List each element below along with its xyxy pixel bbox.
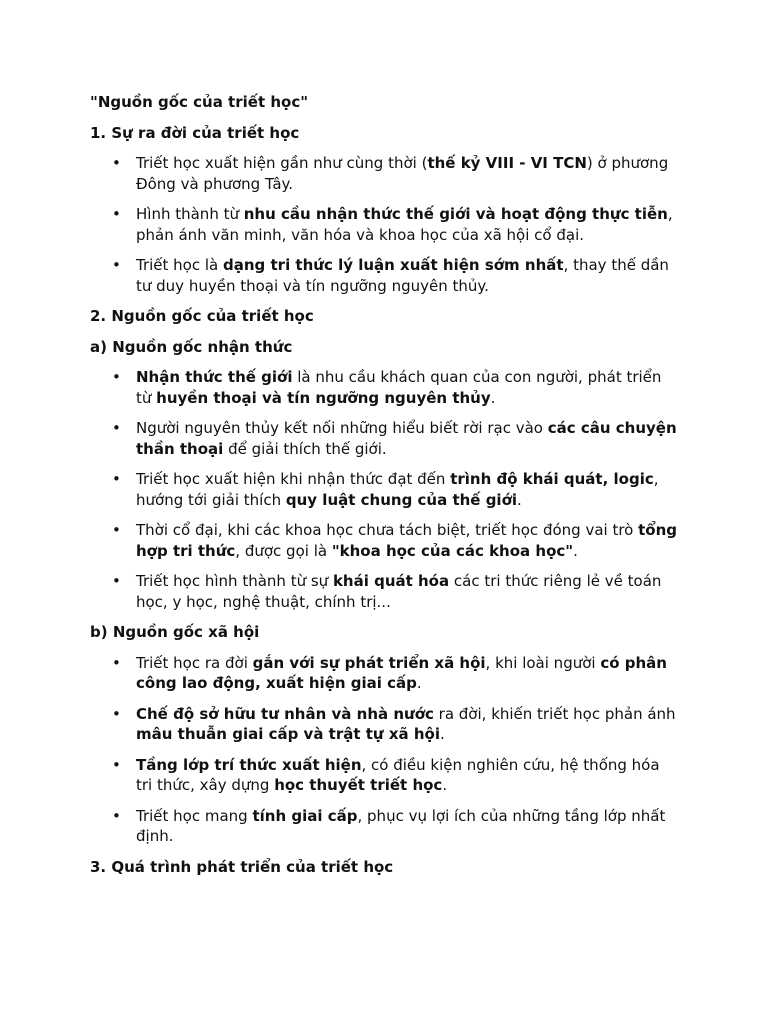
text-run: là nhu cầu khách quan của con người, phát triển từ <box>136 368 662 407</box>
text-run: để giải thích thế giới. <box>223 439 387 458</box>
bullet-icon: • <box>112 521 121 539</box>
bullet-icon: • <box>112 572 121 590</box>
bold-text: có phân công lao động, xuất hiện giai cấp <box>136 653 667 692</box>
text-run: , phục vụ lợi ích của những tầng lớp nhất định. <box>136 806 666 845</box>
subsection-heading-a: a) Nguồn gốc nhận thức <box>90 337 293 356</box>
text-run: Triết học xuất hiện gần như cùng thời ( <box>136 154 428 172</box>
bold-text: "khoa học của các khoa học" <box>331 541 574 560</box>
text-run: ) ở phương Đông và phương Tây. <box>136 154 669 193</box>
section-heading-2: 2. Nguồn gốc của triết học <box>90 307 314 325</box>
list-item <box>90 255 678 296</box>
text-run: Triết học là <box>136 256 223 274</box>
text-run: . <box>416 674 422 692</box>
bold-text: huyền thoại và tín ngưỡng nguyên thủy <box>156 388 491 407</box>
text-run: . <box>517 490 522 509</box>
text-run: , khi loài người <box>485 653 601 672</box>
bold-text: Tầng lớp trí thức xuất hiện <box>136 755 362 774</box>
bold-text: nhu cầu nhận thức thế giới và hoạt động thực tiễn <box>243 205 668 223</box>
section-heading-3: 3. Quá trình phát triển của triết học <box>90 857 394 876</box>
bullet-icon: • <box>112 704 121 723</box>
bold-text: quy luật chung của thế giới <box>285 490 518 509</box>
bold-text: khái quát hóa <box>332 572 450 590</box>
bold-text: tổng hợp tri thức <box>136 521 678 560</box>
bold-text: tính giai cấp <box>252 806 358 825</box>
list-item <box>90 571 678 612</box>
text-run: , hướng tới giải thích <box>136 470 659 509</box>
list-item <box>90 653 678 694</box>
text-run: Thời cổ đại, khi các khoa học chưa tách biệt, triết học đóng vai trò <box>136 521 639 539</box>
bold-text: Nhận thức thế giới <box>136 368 293 386</box>
list-item <box>90 204 678 245</box>
bold-text: Chế độ sở hữu tư nhân và nhà nước <box>136 704 434 723</box>
bullet-icon: • <box>112 653 121 672</box>
bold-text: trình độ khái quát, logic <box>450 470 654 488</box>
bullet-icon: • <box>112 256 121 274</box>
bullet-icon: • <box>112 470 121 488</box>
bold-text: các câu chuyện thần thoại <box>136 419 677 458</box>
bullet-icon: • <box>112 806 121 825</box>
bullet-icon: • <box>112 154 121 172</box>
text-run: , thay thế dần tư duy huyền thoại và tín ngưỡng nguyên thủy. <box>136 256 669 295</box>
list-item <box>90 520 678 561</box>
bold-text: học thuyết triết học <box>274 776 443 794</box>
text-run: . <box>439 725 445 743</box>
bullet-icon: • <box>112 368 121 386</box>
bullet-icon: • <box>112 755 121 774</box>
document-title: "Nguồn gốc của triết học" <box>90 93 309 111</box>
list-item <box>90 755 678 796</box>
bold-text: mâu thuẫn giai cấp và trật tự xã hội <box>136 725 440 743</box>
section-heading-1: 1. Sự ra đời của triết học <box>90 123 300 142</box>
list-item <box>90 153 678 194</box>
text-run: Triết học xuất hiện khi nhận thức đạt đến <box>136 470 451 488</box>
text-run: . <box>442 776 448 794</box>
bold-text: gắn với sự phát triển xã hội <box>252 653 486 672</box>
bullet-list <box>90 653 678 847</box>
text-run: Người nguyên thủy kết nối những hiểu biết rời rạc vào <box>136 419 548 437</box>
text-run: ra đời, khiến triết học phản ánh <box>433 704 676 723</box>
text-run: Triết học hình thành từ sự <box>136 572 333 590</box>
text-run: các tri thức riêng lẻ về toán học, y học, nghệ thuật, chính trị... <box>136 572 662 611</box>
list-item <box>90 418 678 459</box>
bullet-icon: • <box>112 419 121 437</box>
bullet-list <box>90 153 678 296</box>
list-item <box>90 367 678 408</box>
text-run: . <box>490 388 496 407</box>
bold-text: thế kỷ VIII - VI TCN <box>427 154 587 172</box>
bold-text: dạng tri thức lý luận xuất hiện sớm nhất <box>223 256 564 274</box>
text-run: Triết học ra đời <box>136 653 253 672</box>
text-run: Hình thành từ <box>136 205 244 223</box>
list-item <box>90 704 678 745</box>
text-run: , được gọi là <box>235 541 332 560</box>
text-run: . <box>573 541 578 560</box>
subsection-heading-b: b) Nguồn gốc xã hội <box>90 623 260 641</box>
text-run: , có điều kiện nghiên cứu, hệ thống hóa tri thức, xây dựng <box>136 755 660 794</box>
list-item <box>90 469 678 510</box>
list-item <box>90 806 678 847</box>
text-run: Triết học mang <box>136 806 253 825</box>
bullet-icon: • <box>112 205 121 223</box>
text-run: , phản ánh văn minh, văn hóa và khoa học của xã hội cổ đại. <box>136 205 673 244</box>
bullet-list <box>90 367 678 612</box>
